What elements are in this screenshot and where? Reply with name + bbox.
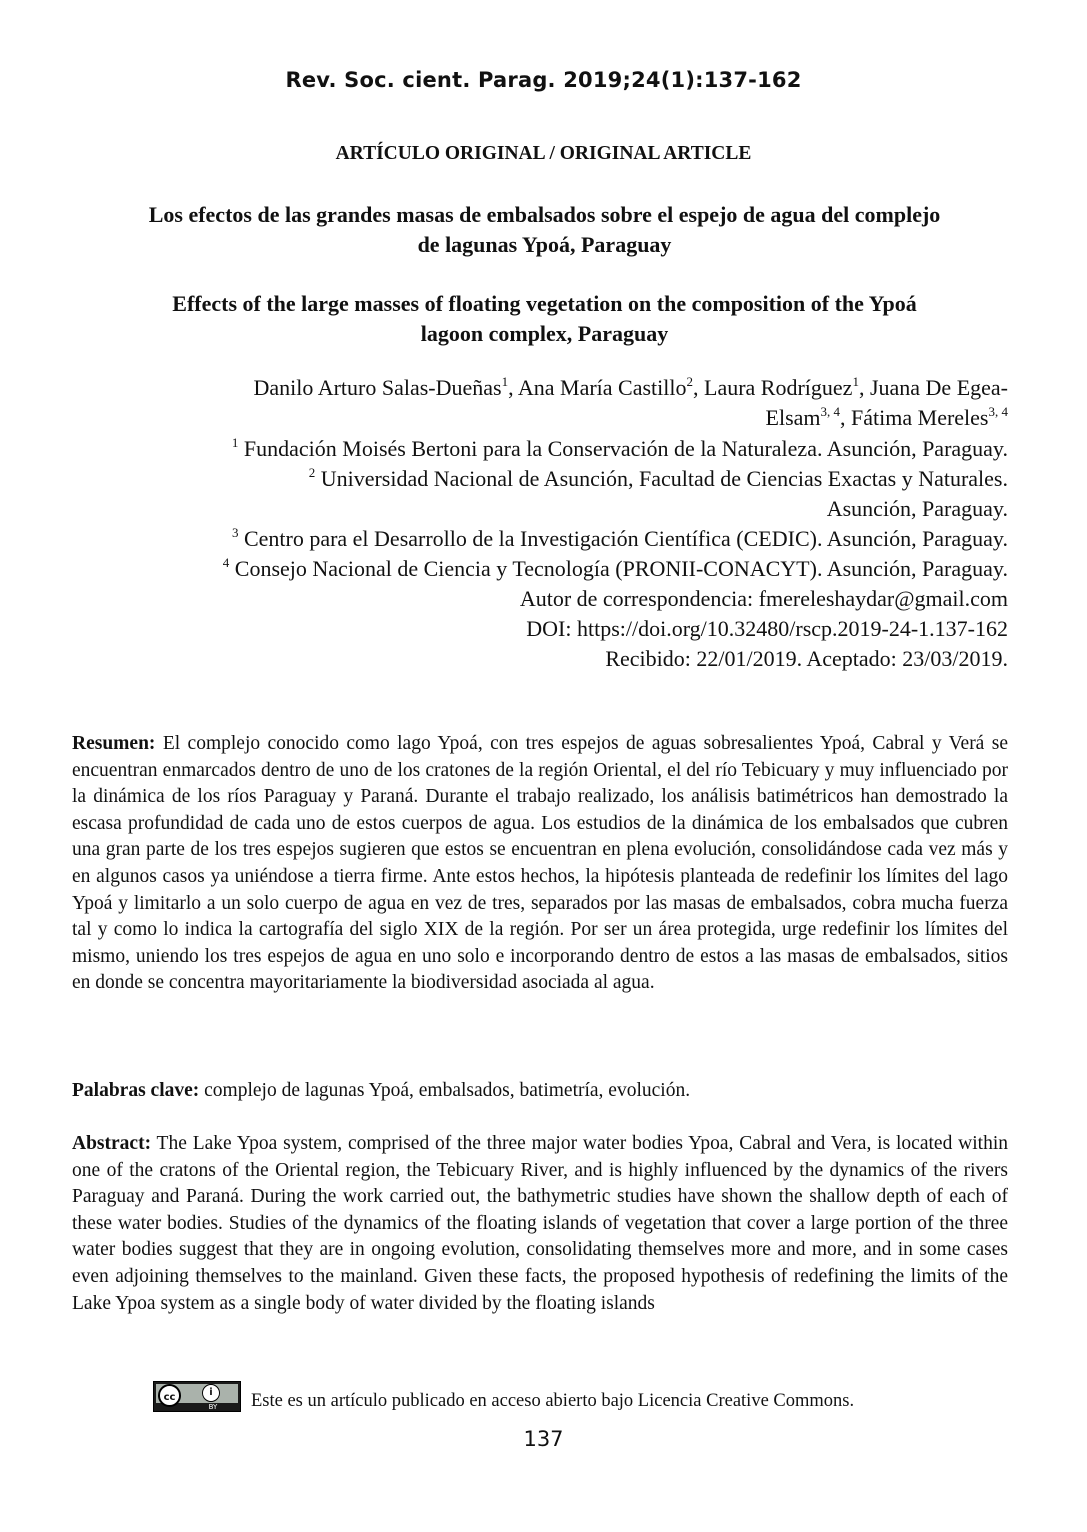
- affiliation-number: 3: [231, 525, 239, 540]
- creative-commons-by-badge-icon[interactable]: [153, 1381, 241, 1412]
- resumen-paragraph: [72, 731, 1008, 997]
- affiliation-2-continued: Asunción, Paraguay.: [826, 496, 1008, 521]
- author-name: , Laura Rodríguez: [693, 375, 853, 400]
- affiliation-number: 1: [231, 435, 239, 450]
- affiliations: [72, 434, 1008, 674]
- affiliation-text: Consejo Nacional de Ciencia y Tecnología (PRONII-CONACYT). Asunción, Paraguay.: [229, 556, 1008, 581]
- affiliation-text: Universidad Nacional de Asunción, Facultad de Ciencias Exactas y Naturales.: [315, 466, 1008, 491]
- affiliation-1: [72, 434, 1008, 464]
- affiliation-3: [72, 524, 1008, 554]
- title-english-line-2: lagoon complex, Paraguay: [420, 321, 669, 346]
- affiliation-number: 2: [308, 465, 316, 480]
- affiliation-text: Fundación Moisés Bertoni para la Conservación de la Naturaleza. Asunción, Paraguay.: [238, 436, 1008, 461]
- attribution-person-icon: i: [202, 1384, 220, 1402]
- author-affiliation-mark: 1: [501, 374, 509, 389]
- license-notice: [153, 1380, 854, 1412]
- title-spanish-line-2: de lagunas Ypoá, Paraguay: [417, 232, 672, 257]
- affiliation-number: 4: [222, 555, 230, 570]
- license-text: Este es un artículo publicado en acceso abierto bajo Licencia Creative Commons.: [251, 1391, 855, 1411]
- author-name: Elsam: [765, 405, 821, 430]
- abstract-paragraph: [72, 1131, 1008, 1317]
- corresponding-author: Autor de correspondencia: fmereleshaydar@gmail.com: [519, 586, 1008, 611]
- title-spanish: [72, 200, 1017, 260]
- author-name: , Ana María Castillo: [508, 375, 687, 400]
- title-english: [72, 289, 1017, 349]
- page-number: 137: [523, 1427, 564, 1451]
- abstract-label: Abstract:: [72, 1133, 152, 1154]
- authors-line-2: [72, 403, 1008, 433]
- title-spanish-line-1: Los efectos de las grandes masas de embalsados sobre el espejo de agua del complejo: [148, 202, 941, 227]
- journal-citation: Rev. Soc. cient. Parag. 2019;24(1):137-162: [285, 68, 802, 92]
- received-accepted-dates: Recibido: 22/01/2019. Aceptado: 23/03/2019.: [605, 646, 1008, 671]
- author-affiliation-mark: 1: [852, 374, 859, 389]
- affiliation-2: [72, 464, 1008, 494]
- author-name: , Fátima Mereles: [840, 405, 989, 430]
- cc-logo-icon: cc: [158, 1384, 181, 1407]
- article-type: ARTÍCULO ORIGINAL / ORIGINAL ARTICLE: [335, 143, 752, 164]
- doi: DOI: https://doi.org/10.32480/rscp.2019-24-1.137-162: [526, 616, 1008, 641]
- affiliation-4: [72, 554, 1008, 584]
- resumen-text: El complejo conocido como lago Ypoá, con tres espejos de aguas sobresalientes Ypoá, Cabral y Verá se encuentran enmarcados dentro de uno de los cratones de la región Oriental, el del río Tebicuary y muy influenciado por la dinámica de los ríos Paraguay y Paraná. Durante el trabajo realizado, los análisis batimétricos han demostrado la escasa profundidad de cada uno de estos cuerpos de agua. Los estudios de la dinámica de los embalsados que cubren una gran parte de los tres espejos sugieren que estos se encuentran en plena evolución, consolidándose cada vez más y en algunos casos ya uniéndose a tierra firme. Ante estos hechos, la hipótesis planteada de redefinir los límites del lago Ypoá y limitarlo a un solo cuerpo de agua en vez de tres, separados por las masas de embalsados, cobra mucha fuerza tal y como lo indica la cartografía del siglo XIX de la región. Por ser un área protegida, urge redefinir los límites del mismo, uniendo los tres espejos de agua en uno solo e incorporando dentro de estos a las masas de embalsados, sitios en donde se concentra mayoritariamente la biodiversidad asociada al agua.: [72, 733, 1008, 994]
- affiliation-text: Centro para el Desarrollo de la Investigación Científica (CEDIC). Asunción, Paraguay.: [238, 526, 1008, 551]
- keywords-text: complejo de lagunas Ypoá, embalsados, batimetría, evolución.: [199, 1080, 691, 1101]
- abstract-text: The Lake Ypoa system, comprised of the three major water bodies Ypoa, Cabral and Vera, is located within one of the cratons of the Oriental region, the Tebicuary River, and is highly influenced by the dynamics of the rivers Paraguay and Paraná. During the work carried out, the bathymetric studies have shown the shallow depth of each of these water bodies. Studies of the dynamics of the floating islands of vegetation that cover a large portion of the three water bodies suggest that they are in ongoing evolution, consolidating themselves more and more, and in some cases even adjoining themselves to the mainland. Given these facts, the proposed hypothesis of redefining the limits of the Lake Ypoa system as a single body of water divided by the floating islands: [72, 1133, 1008, 1314]
- resumen-label: Resumen:: [72, 733, 156, 754]
- keywords-label: Palabras clave:: [72, 1080, 200, 1101]
- title-english-line-1: Effects of the large masses of floating vegetation on the composition of the Ypoá: [172, 291, 917, 316]
- by-label: BY: [208, 1403, 218, 1411]
- authors: [72, 373, 1008, 433]
- author-affiliation-mark: 2: [686, 374, 694, 389]
- author-name: Danilo Arturo Salas-Dueñas: [253, 375, 502, 400]
- author-affiliation-mark: 3, 4: [820, 404, 841, 419]
- author-affiliation-mark: 3, 4: [988, 404, 1008, 419]
- keywords-paragraph: [72, 1078, 1008, 1105]
- authors-line-1: [72, 373, 1008, 403]
- author-name: , Juana De Egea-: [858, 375, 1008, 400]
